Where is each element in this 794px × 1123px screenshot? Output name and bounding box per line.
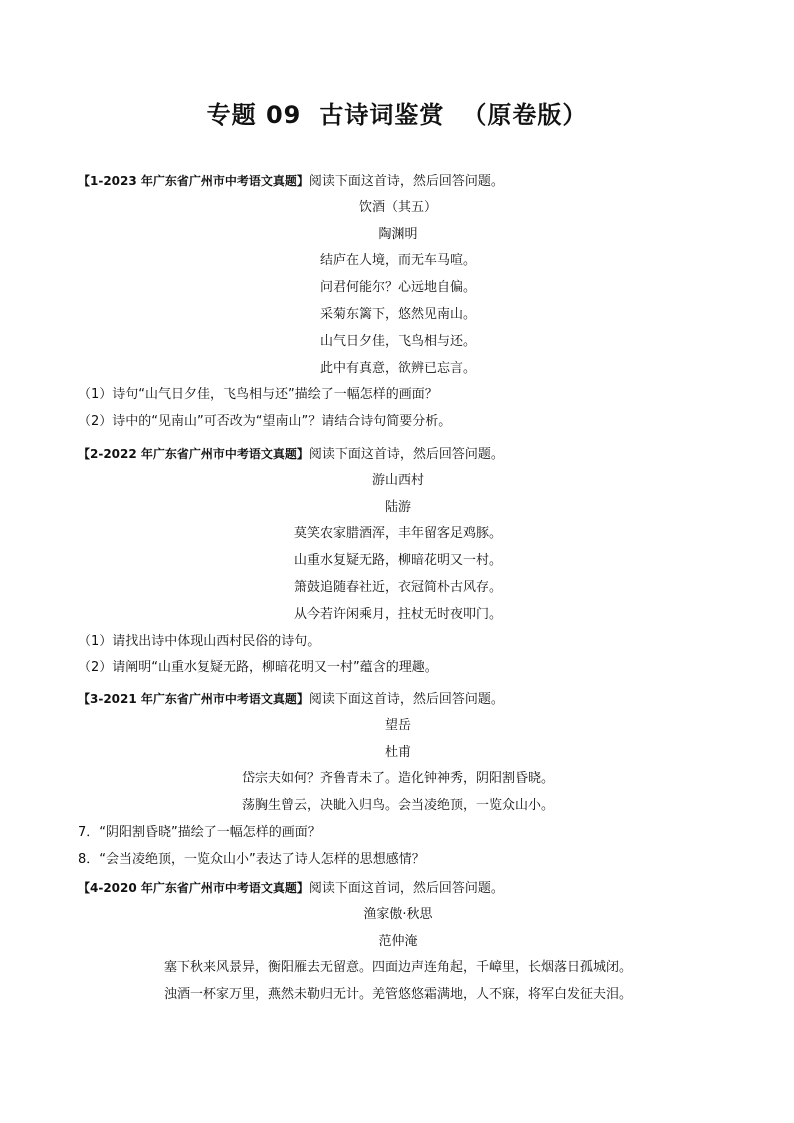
section-heading [78, 168, 718, 195]
source-tag: 【1-2023 年广东省广州市中考语文真题】 [78, 174, 309, 188]
title-edition: （原卷版） [462, 101, 588, 129]
instruction-text: 阅读下面这首词，然后回答问题。 [308, 881, 504, 896]
question-section-3 [78, 686, 718, 874]
question-section-2 [78, 441, 718, 682]
poem-title: 渔家傲·秋思 [363, 906, 433, 922]
poem-line: 问君何能尔？心远地自偏。 [319, 280, 476, 296]
poem-title: 饮酒（其五） [358, 199, 437, 215]
poem-author: 陆游 [384, 499, 411, 515]
question-item: （2）诗中的“见南山”可否改为“望南山”？请结合诗句简要分析。 [78, 414, 452, 430]
poem-line: 采菊东篱下，悠然见南山。 [319, 306, 476, 322]
instruction-text: 阅读下面这首诗，然后回答问题。 [308, 692, 504, 707]
section-heading [78, 875, 718, 902]
source-tag: 【2-2022 年广东省广州市中考语文真题】 [78, 447, 309, 461]
poem-line: 箫鼓追随春社近，衣冠简朴古风存。 [293, 579, 502, 595]
section-heading [78, 686, 718, 713]
instruction-text: 阅读下面这首诗，然后回答问题。 [308, 174, 504, 189]
poem-line: 山重水复疑无路，柳暗花明又一村。 [293, 553, 502, 569]
poem-line: 荡胸生曾云，决眦入归鸟。会当凌绝顶，一览众山小。 [241, 798, 554, 814]
question-item: 7．“阴阳割昏晓”描绘了一幅怎样的画面？ [78, 824, 321, 840]
poem-title: 游山西村 [371, 472, 424, 488]
poem-line: 结庐在人境，而无车马喧。 [319, 253, 476, 269]
poem-line: 从今若许闲乘月，拄杖无时夜叩门。 [293, 606, 502, 622]
title-topic: 专题 09 [206, 101, 302, 129]
poem-author: 陶渊明 [378, 226, 418, 242]
poem-line: 山气日夕佳，飞鸟相与还。 [319, 333, 476, 349]
question-item: （2）请阐明“山重水复疑无路，柳暗花明又一村”蕴含的理趣。 [78, 660, 438, 676]
question-item: （1）请找出诗中体现山西村民俗的诗句。 [78, 633, 321, 649]
question-item: （1）诗句“山气日夕佳，飞鸟相与还”描绘了一幅怎样的画面？ [78, 387, 438, 403]
question-section-4 [78, 875, 718, 1009]
poem-line: 岱宗夫如何？齐鲁青未了。造化钟神秀，阴阳割昏晓。 [241, 771, 554, 787]
poem-line: 莫笑农家腊酒浑，丰年留客足鸡豚。 [293, 526, 502, 542]
question-section-1 [78, 168, 718, 436]
title-name: 古诗词鉴赏 [319, 101, 445, 129]
page-title [0, 95, 794, 130]
source-tag: 【3-2021 年广东省广州市中考语文真题】 [78, 692, 309, 706]
poem-line: 此中有真意，欲辨已忘言。 [319, 360, 476, 376]
source-tag: 【4-2020 年广东省广州市中考语文真题】 [78, 881, 309, 895]
poem-author: 范仲淹 [378, 933, 418, 949]
poem-title: 望岳 [384, 717, 411, 733]
section-heading [78, 441, 718, 468]
poem-line: 浊酒一杯家万里，燕然未勒归无计。羌管悠悠霜满地，人不寐，将军白发征夫泪。 [163, 987, 632, 1003]
poem-author: 杜甫 [384, 744, 411, 760]
question-item: 8．“会当凌绝顶，一览众山小”表达了诗人怎样的思想感情？ [78, 851, 425, 867]
instruction-text: 阅读下面这首诗，然后回答问题。 [308, 447, 504, 462]
poem-line: 塞下秋来风景异，衡阳雁去无留意。四面边声连角起，千嶂里，长烟落日孤城闭。 [163, 960, 632, 976]
